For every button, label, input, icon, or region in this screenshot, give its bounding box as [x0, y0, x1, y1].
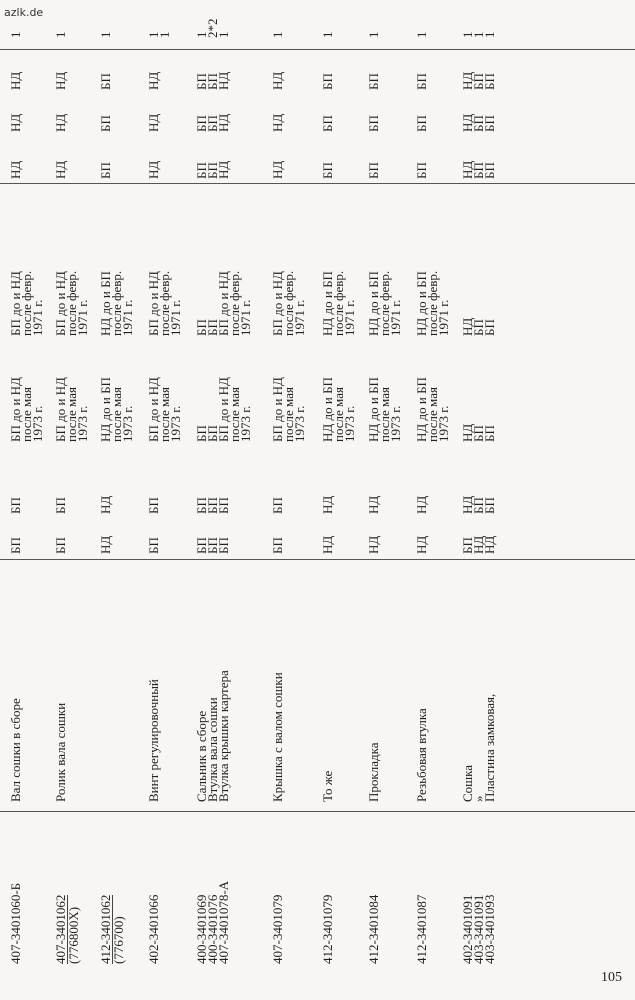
col-qty-line: 1	[216, 31, 231, 38]
col-d-line: НД	[460, 317, 475, 336]
column-divider	[0, 559, 635, 560]
part-number	[272, 895, 283, 964]
col-d-line: 1971 г.	[388, 299, 403, 336]
col-c-line: после мая	[109, 387, 124, 442]
col-g	[196, 72, 229, 90]
part-name-line: Прокладка	[366, 742, 381, 802]
col-f-line: НД	[146, 113, 161, 132]
col-qty	[55, 32, 66, 39]
col-a	[55, 537, 66, 554]
col-qty	[196, 19, 229, 39]
col-c-line: БП до и НД	[146, 377, 161, 442]
col-f-line: БП	[482, 115, 497, 132]
part-number-line: 412-3401079	[320, 894, 335, 964]
col-e	[368, 162, 379, 179]
col-g-line: БП	[414, 73, 429, 90]
col-g-line: БП	[320, 73, 335, 90]
part-name	[272, 672, 283, 802]
col-f-line: НД	[53, 113, 68, 132]
col-a-line: НД	[320, 535, 335, 554]
col-b-line: НД	[460, 495, 475, 514]
col-c	[55, 342, 88, 442]
part-number	[10, 883, 21, 964]
col-d-line: БП до и НД	[8, 271, 23, 336]
col-e	[10, 161, 21, 179]
col-c-line: после мая	[281, 387, 296, 442]
part-number-line: 403-3401093	[482, 894, 497, 964]
col-a-line: БП	[53, 537, 68, 554]
col-a-line: НД	[482, 535, 497, 554]
col-d-line: 1971 г.	[292, 299, 307, 336]
col-qty-line: 1	[53, 31, 68, 38]
col-qty-line: 1	[414, 31, 429, 38]
part-number-line: 407-3401060-Б	[8, 882, 23, 964]
col-c	[10, 342, 43, 442]
col-qty	[10, 32, 21, 39]
col-g-line: НД	[216, 71, 231, 90]
col-e-line: БП	[366, 162, 381, 179]
part-number-line: (776800Х)	[66, 906, 81, 964]
col-b	[416, 496, 427, 514]
part-number-line: 407-3401078-А	[216, 880, 231, 964]
col-f	[55, 114, 66, 132]
part-number-line: 400-3401069	[194, 894, 209, 964]
part-number-line: 403-3401091	[471, 894, 486, 964]
col-d-line: 1971 г.	[30, 299, 45, 336]
col-f-line: БП	[98, 115, 113, 132]
part-name-line: Втулка вала сошки	[205, 697, 220, 802]
col-d-line: БП до и НД	[53, 271, 68, 336]
col-c-line: НД до и БП	[414, 377, 429, 442]
col-g	[416, 73, 427, 90]
col-b-line: НД	[98, 495, 113, 514]
part-number	[416, 895, 427, 964]
col-c-line: БП до и НД	[53, 377, 68, 442]
col-qty	[368, 32, 379, 39]
part-number-line: 412-3401062	[98, 894, 113, 964]
part-name-line: Пластина замковая,	[482, 693, 497, 802]
col-g-line: НД	[146, 71, 161, 90]
col-f	[148, 114, 159, 132]
col-g-line: НД	[53, 71, 68, 90]
col-g-line: БП	[98, 73, 113, 90]
col-d-line: после февр.	[377, 270, 392, 336]
part-number-line: 407-3401062	[53, 894, 68, 964]
col-e	[322, 162, 333, 179]
col-a-line: БП	[205, 537, 220, 554]
col-c	[416, 342, 449, 442]
col-g	[100, 73, 111, 90]
part-name	[10, 698, 21, 802]
part-name	[416, 708, 427, 802]
col-g	[148, 72, 159, 90]
col-f	[272, 114, 283, 132]
col-f	[368, 115, 379, 132]
col-qty	[462, 32, 495, 39]
col-b	[10, 497, 21, 514]
col-e	[100, 162, 111, 179]
col-a-line: НД	[471, 535, 486, 554]
part-number-line: 412-3401084	[366, 894, 381, 964]
part-number	[100, 895, 124, 964]
part-name-line: Резьбовая втулка	[414, 708, 429, 802]
part-number-line: 402-3401091	[460, 894, 475, 964]
part-number	[196, 881, 229, 964]
col-g-line: БП	[482, 73, 497, 90]
col-qty	[322, 32, 333, 39]
part-number-line: (776700)	[111, 916, 126, 964]
col-b	[322, 496, 333, 514]
col-c-line: после мая	[425, 387, 440, 442]
col-f	[322, 115, 333, 132]
col-e-line: БП	[482, 162, 497, 179]
col-c-line: 1973 г.	[30, 405, 45, 442]
col-d-line: НД до и БП	[366, 271, 381, 336]
part-number	[368, 895, 379, 964]
col-d	[462, 186, 495, 336]
part-name-line: Вал сошки в сборе	[8, 698, 23, 802]
col-a-line: НД	[98, 535, 113, 554]
col-g	[55, 72, 66, 90]
col-c-line: БП до и НД	[8, 377, 23, 442]
col-b	[368, 496, 379, 514]
col-e-line: НД	[460, 160, 475, 179]
part-number-line: 402-3401066	[146, 894, 161, 964]
col-c	[272, 342, 305, 442]
col-c-line: 1973 г.	[238, 405, 253, 442]
col-c	[368, 342, 401, 442]
col-b	[55, 497, 66, 514]
col-d-line: 1971 г.	[120, 299, 135, 336]
part-name-line: Сальник в сборе	[194, 710, 209, 802]
col-f	[100, 115, 111, 132]
col-qty-line: 1	[471, 31, 486, 38]
col-b-line: БП	[270, 497, 285, 514]
col-d-line: БП	[482, 319, 497, 336]
col-b	[272, 497, 283, 514]
col-a-line: НД	[366, 535, 381, 554]
col-d-line: 1971 г.	[75, 299, 90, 336]
col-b-line: НД	[366, 495, 381, 514]
col-qty	[148, 32, 170, 39]
col-d-line: 1971 г.	[436, 299, 451, 336]
col-d-line: БП до и НД	[216, 271, 231, 336]
part-name	[368, 743, 379, 802]
col-g	[322, 73, 333, 90]
col-f-line: БП	[320, 115, 335, 132]
col-d-line: НД до и БП	[320, 271, 335, 336]
part-number	[322, 895, 333, 964]
col-c-line: после мая	[227, 387, 242, 442]
col-g-line: НД	[8, 71, 23, 90]
col-c	[196, 342, 251, 442]
col-d-line: после февр.	[109, 270, 124, 336]
col-b-line: БП	[205, 497, 220, 514]
col-c-line: 1973 г.	[120, 405, 135, 442]
col-e-line: НД	[146, 160, 161, 179]
col-d	[272, 186, 305, 336]
col-f-line: НД	[8, 113, 23, 132]
col-f	[10, 114, 21, 132]
col-e-line: БП	[98, 162, 113, 179]
col-qty-line: 1	[8, 31, 23, 38]
column-divider	[0, 49, 635, 50]
col-qty-line: 1	[482, 31, 497, 38]
col-b-line: БП	[216, 497, 231, 514]
col-d	[100, 186, 133, 336]
part-number-line: 400-3401076	[205, 894, 220, 964]
col-c-line: НД	[460, 423, 475, 442]
col-qty-line: 1	[146, 31, 161, 38]
col-g	[10, 72, 21, 90]
col-e	[416, 162, 427, 179]
col-b-line: НД	[320, 495, 335, 514]
col-a-line: БП	[8, 537, 23, 554]
col-g-line: БП	[205, 73, 220, 90]
col-a-line: БП	[216, 537, 231, 554]
col-d-line: после февр.	[64, 270, 79, 336]
col-a	[462, 536, 495, 554]
col-e-line: НД	[270, 160, 285, 179]
col-d-line: 1971 г.	[168, 299, 183, 336]
col-e-line: БП	[194, 162, 209, 179]
col-a	[148, 537, 159, 554]
col-d	[10, 186, 43, 336]
col-c-line: 1973 г.	[75, 405, 90, 442]
part-name-line: Крышка с валом сошки	[270, 672, 285, 802]
col-d-line: после февр.	[281, 270, 296, 336]
part-number-line: 412-3401087	[414, 894, 429, 964]
col-d-line: БП до и НД	[146, 271, 161, 336]
col-g-line: НД	[270, 71, 285, 90]
col-c-line: 1973 г.	[436, 405, 451, 442]
col-a	[100, 536, 111, 554]
col-d	[368, 186, 401, 336]
col-d	[322, 186, 355, 336]
part-name	[196, 670, 229, 802]
col-d	[55, 186, 88, 336]
col-a-line: БП	[460, 537, 475, 554]
col-e-line: БП	[205, 162, 220, 179]
col-b	[148, 497, 159, 514]
col-c-line: БП	[471, 425, 486, 442]
col-c-line: НД до и БП	[98, 377, 113, 442]
col-d-line: НД до и БП	[414, 271, 429, 336]
col-e	[196, 161, 229, 179]
col-d-line: БП	[205, 319, 220, 336]
part-name-line: То же	[320, 770, 335, 802]
part-number	[148, 895, 159, 964]
col-b	[462, 496, 495, 514]
col-a	[10, 537, 21, 554]
col-d	[196, 186, 251, 336]
col-qty	[416, 32, 427, 39]
col-qty-line: 1	[270, 31, 285, 38]
col-e-line: НД	[53, 160, 68, 179]
col-c-line: 1973 г.	[168, 405, 183, 442]
col-qty	[272, 32, 283, 39]
col-c-line: после мая	[377, 387, 392, 442]
col-e	[55, 161, 66, 179]
col-e-line: БП	[471, 162, 486, 179]
col-a-line: БП	[270, 537, 285, 554]
col-a	[272, 537, 283, 554]
col-g	[462, 72, 495, 90]
col-d-line: БП до и НД	[270, 271, 285, 336]
col-d-line: после февр.	[331, 270, 346, 336]
col-g-line: БП	[194, 73, 209, 90]
col-g-line: НД	[460, 71, 475, 90]
col-d-line: НД до и БП	[98, 271, 113, 336]
col-d-line: после февр.	[157, 270, 172, 336]
col-g-line: БП	[366, 73, 381, 90]
col-d-line: 1971 г.	[342, 299, 357, 336]
col-d	[416, 186, 449, 336]
col-c-line: 1973 г.	[292, 405, 307, 442]
col-qty-line: 1	[98, 31, 113, 38]
col-qty-line: 1	[320, 31, 335, 38]
col-c-line: после мая	[331, 387, 346, 442]
col-c	[322, 342, 355, 442]
col-a	[196, 537, 229, 554]
col-e-line: НД	[8, 160, 23, 179]
col-c	[148, 342, 181, 442]
col-g	[368, 73, 379, 90]
part-number	[55, 895, 79, 964]
col-f-line: НД	[460, 113, 475, 132]
col-b-line: БП	[194, 497, 209, 514]
part-name-line: Сошка	[460, 764, 475, 802]
col-b-line: БП	[53, 497, 68, 514]
col-f	[416, 115, 427, 132]
column-divider	[0, 183, 635, 184]
part-name	[148, 679, 159, 802]
col-qty-line: 1	[194, 31, 209, 38]
col-f-line: БП	[471, 115, 486, 132]
col-c-line: после мая	[157, 387, 172, 442]
col-b-line: БП	[482, 497, 497, 514]
col-b-line: БП	[471, 497, 486, 514]
col-c-line: 1973 г.	[388, 405, 403, 442]
col-d-line: после февр.	[19, 270, 34, 336]
col-d	[148, 186, 181, 336]
col-e	[148, 161, 159, 179]
part-name	[55, 703, 66, 802]
col-c-line: после мая	[19, 387, 34, 442]
col-b-line: БП	[8, 497, 23, 514]
col-c	[100, 342, 133, 442]
part-number	[462, 895, 495, 964]
part-name-line: »	[471, 795, 486, 802]
col-d-line: после февр.	[227, 270, 242, 336]
col-d-line: после февр.	[425, 270, 440, 336]
col-c-line: НД до и БП	[320, 377, 335, 442]
col-b	[100, 496, 111, 514]
col-e-line: БП	[414, 162, 429, 179]
col-qty	[100, 32, 111, 39]
col-f-line: НД	[270, 113, 285, 132]
col-c-line: БП	[205, 425, 220, 442]
col-c-line: НД до и БП	[366, 377, 381, 442]
col-c-line: БП до и НД	[270, 377, 285, 442]
part-name-line: Втулка крышки картера	[216, 670, 231, 802]
col-e	[462, 161, 495, 179]
col-c-line: БП	[194, 425, 209, 442]
col-a	[416, 536, 427, 554]
col-d-line: БП	[471, 319, 486, 336]
col-f-line: БП	[194, 115, 209, 132]
page-number: 105	[601, 970, 622, 985]
part-name	[322, 771, 333, 802]
col-b	[196, 497, 229, 514]
col-a	[322, 536, 333, 554]
col-c-line: БП	[482, 425, 497, 442]
part-name-line: Ролик вала сошки	[53, 702, 68, 802]
col-c-line: после мая	[64, 387, 79, 442]
col-c-line: БП до и НД	[216, 377, 231, 442]
col-b-line: БП	[146, 497, 161, 514]
col-f	[196, 114, 229, 132]
col-e-line: БП	[320, 162, 335, 179]
part-number-line: 407-3401079	[270, 894, 285, 964]
col-f-line: БП	[414, 115, 429, 132]
col-qty-line: 1	[366, 31, 381, 38]
col-c	[462, 342, 495, 442]
col-f-line: НД	[216, 113, 231, 132]
col-c-line: 1973 г.	[342, 405, 357, 442]
col-a	[368, 536, 379, 554]
col-e-line: НД	[216, 160, 231, 179]
col-a-line: БП	[146, 537, 161, 554]
column-divider	[0, 811, 635, 812]
col-d-line: 1971 г.	[238, 299, 253, 336]
col-d-line: БП	[194, 319, 209, 336]
col-b-line: НД	[414, 495, 429, 514]
col-f-line: БП	[366, 115, 381, 132]
col-f	[462, 114, 495, 132]
col-f-line: БП	[205, 115, 220, 132]
col-e	[272, 161, 283, 179]
col-qty-line: 1	[157, 31, 172, 38]
col-a-line: НД	[414, 535, 429, 554]
col-a-line: БП	[194, 537, 209, 554]
part-name	[462, 694, 495, 802]
col-qty-line: 1	[460, 31, 475, 38]
col-g-line: БП	[471, 73, 486, 90]
watermark: azlk.de	[4, 6, 44, 19]
col-g	[272, 72, 283, 90]
part-name-line: Винт регулировочный	[146, 679, 161, 802]
col-qty-line: 2*2	[205, 18, 220, 38]
